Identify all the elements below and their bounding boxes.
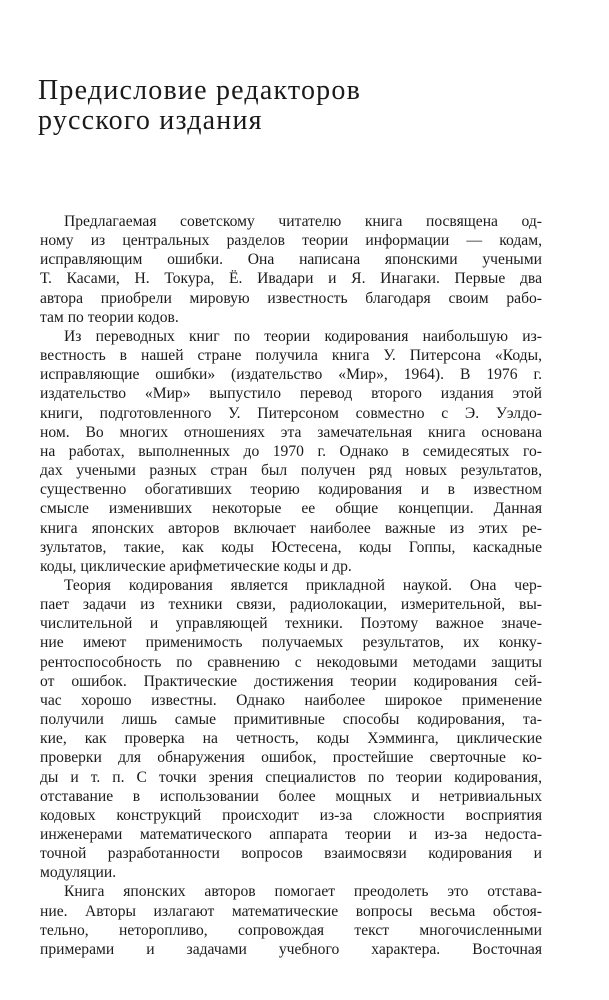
text-line: рентоспособность по сравнению с некодовыми методами защиты [40, 653, 542, 671]
body-text [40, 212, 542, 959]
text-line: ние имеют применимость получаемых результатов, их конку- [40, 634, 542, 652]
text-line: дах учеными разных стран был получен ряд новых результатов, [40, 462, 542, 480]
chapter-title-line: русского издания [38, 105, 263, 136]
text-line: ном. Во многих отношениях эта замечательная книга основана [40, 423, 542, 441]
text-line: существенно обогативших теорию кодирования и в известном [40, 481, 542, 499]
text-line: модуляции. [40, 864, 117, 882]
text-line: получили лишь самые примитивные способы кодирования, та- [40, 711, 542, 729]
text-line: точной разработанности вопросов взаимосвязи кодирования и [40, 845, 542, 863]
text-line: Книга японских авторов помогает преодолеть это отстава- [64, 883, 542, 901]
text-line: Т. Касами, Н. Токура, Ё. Ивадари и Я. Инагаки. Первые два [40, 270, 542, 288]
text-line: книга японских авторов включает наиболее важные из этих ре- [40, 519, 542, 537]
text-line: исправляющим ошибки. Она написана японскими учеными [40, 251, 542, 269]
text-line: издательство «Мир» выпустило перевод второго издания этой [40, 385, 542, 403]
text-line: вестность в нашей стране получила книга У. Питерсона «Коды, [40, 347, 542, 365]
text-line: проверки для обнаружения ошибок, простейшие сверточные ко- [40, 749, 542, 767]
text-line: инженерами математического аппарата теории и из-за недоста- [40, 826, 542, 843]
text-line: там по теории кодов. [40, 308, 179, 326]
text-line: числительной и управляющей техники. Поэтому важное значе- [40, 615, 542, 633]
text-line: книги, подготовленного У. Питерсоном совместно с Э. Уэлдо- [40, 404, 542, 422]
text-line: примерами и задачами учебного характера. Восточная [40, 940, 542, 958]
text-line: автора приобрели мировую известность благодаря своим рабо- [40, 289, 542, 307]
paragraph [40, 327, 542, 576]
paragraph [40, 576, 542, 883]
chapter-title [38, 76, 361, 136]
text-line: кие, как проверка на четность, коды Хэмминга, циклические [40, 730, 542, 748]
text-line: отставание в использовании более мощных и нетривиальных [40, 787, 542, 805]
text-line: Теория кодирования является прикладной наукой. Она чер- [64, 576, 542, 594]
text-line: ды и т. п. С точки зрения специалистов по теории кодирования, [40, 768, 542, 786]
paragraph [40, 882, 542, 959]
text-line: от ошибок. Практические достижения теории кодирования сей- [40, 672, 542, 690]
text-line: исправляющие ошибки» (издательство «Мир», 1964). В 1976 г. [40, 366, 542, 384]
text-line: Предлагаемая советскому читателю книга посвящена од- [64, 213, 542, 230]
paragraph [40, 212, 542, 327]
text-line: Из переводных книг по теории кодирования наибольшую из- [64, 327, 542, 345]
text-line: на работах, выполненных до 1970 г. Однако в семидесятых го- [40, 442, 542, 460]
text-line: коды, циклические арифметические коды и др. [40, 557, 352, 575]
text-line: ному из центральных разделов теории информации — кодам, [40, 232, 542, 250]
text-line: зультатов, такие, как коды Юстесена, коды Гоппы, каскадные [40, 538, 542, 556]
text-line: ние. Авторы излагают математические вопросы весьма обстоя- [40, 902, 542, 920]
text-line: смысле изменивших некоторые ее общие концепции. Данная [40, 500, 542, 518]
chapter-title-line: Предисловие редакторов [38, 75, 361, 106]
text-line: кодовых конструкций происходит из-за сложности восприятия [40, 806, 542, 824]
text-line: тельно, неторопливо, сопровождая текст многочисленными [40, 921, 542, 939]
text-line: пает задачи из техники связи, радиолокации, измерительной, вы- [40, 596, 542, 614]
text-line: час хорошо известны. Однако наиболее широкое применение [40, 691, 542, 709]
